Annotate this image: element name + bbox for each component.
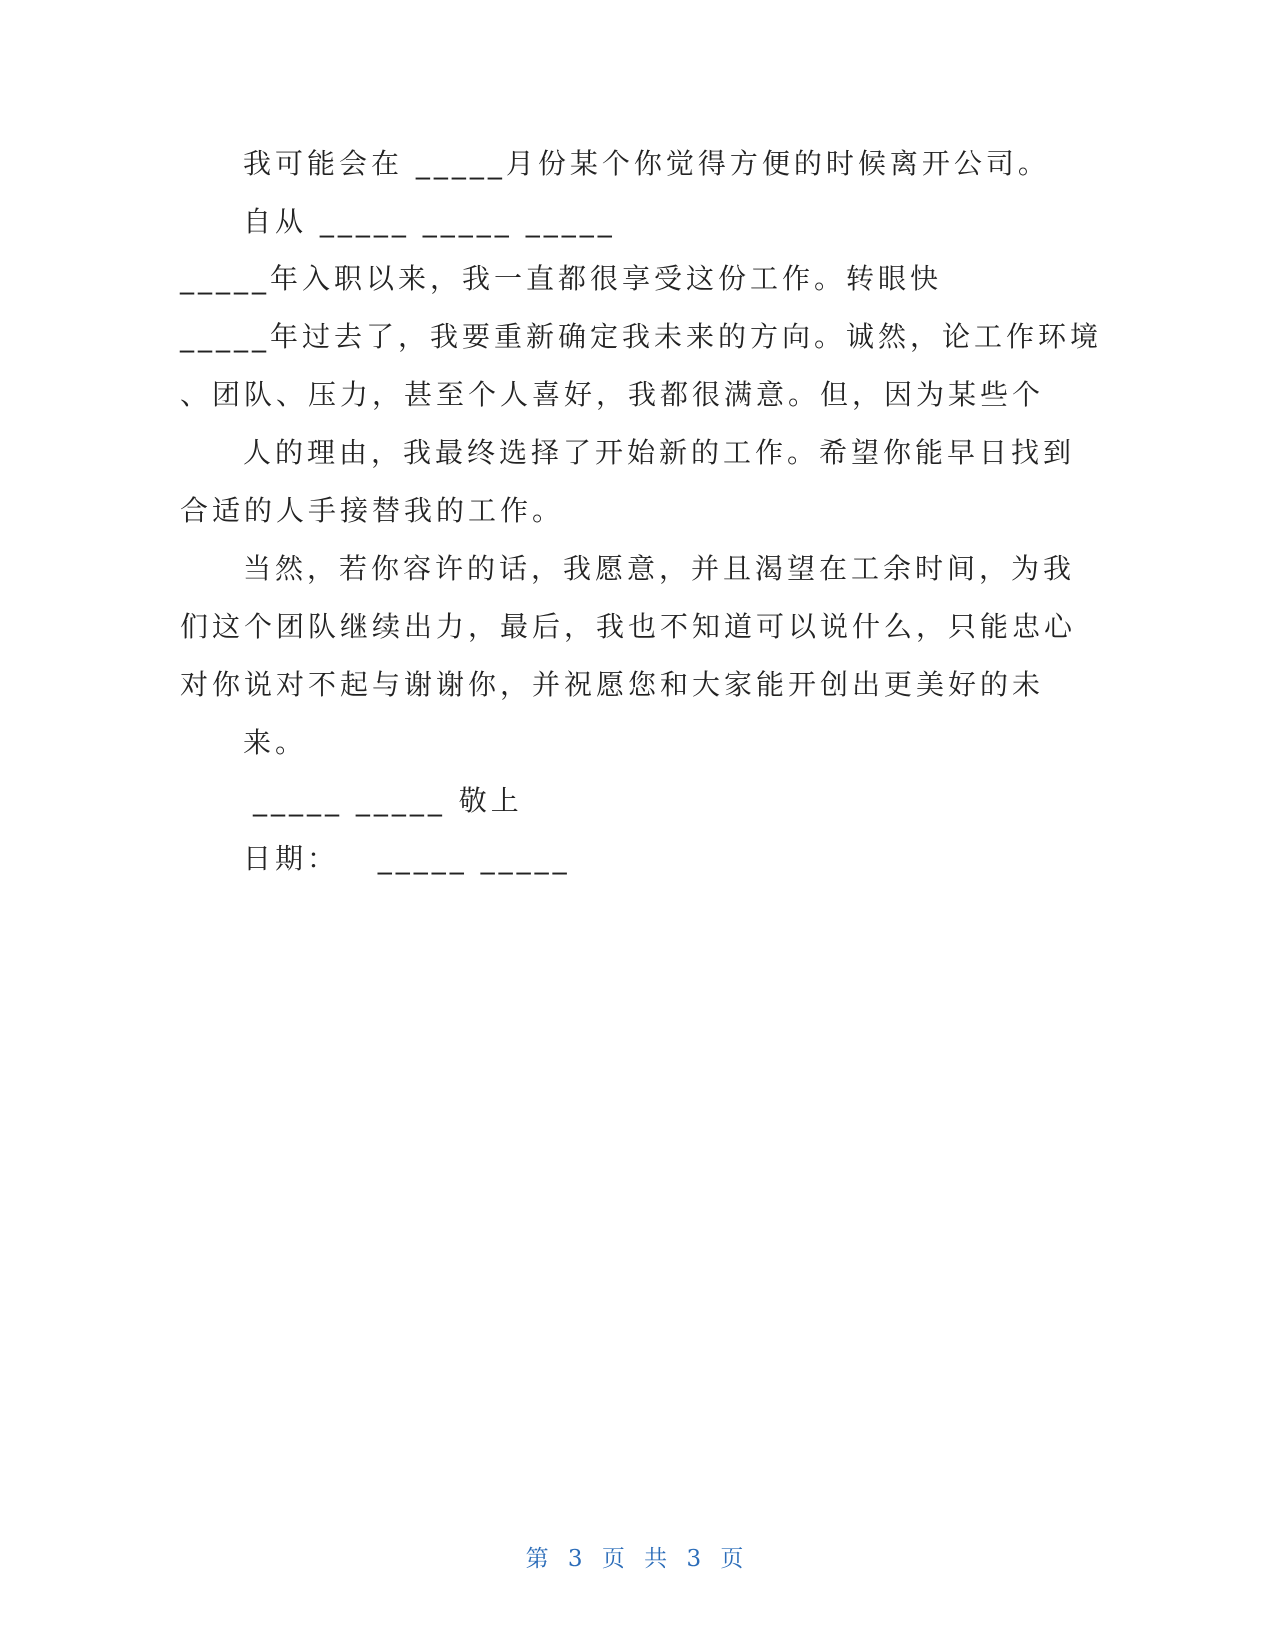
page-number-footer: 第 3 页 共 3 页: [525, 1546, 750, 1572]
body-line-4: _____年过去了，我要重新确定我未来的方向。诚然，论工作环境: [180, 320, 1103, 353]
body-line-2: 自从 _____ _____ _____: [243, 205, 616, 238]
body-line-1: 我可能会在 _____月份某个你觉得方便的时候离开公司。: [243, 147, 1050, 180]
body-line-8: 当然，若你容许的话，我愿意，并且渴望在工余时间，为我: [243, 552, 1076, 585]
body-line-9: 们这个团队继续出力，最后，我也不知道可以说什么，只能忠心: [180, 610, 1077, 643]
body-line-3: _____年入职以来，我一直都很享受这份工作。转眼快: [180, 262, 943, 295]
body-line-5: 、团队、压力，甚至个人喜好，我都很满意。但，因为某些个: [180, 378, 1045, 411]
body-line-7: 合适的人手接替我的工作。: [180, 494, 565, 527]
body-line-10: 对你说对不起与谢谢你，并祝愿您和大家能开创出更美好的未: [180, 668, 1045, 701]
signature-line: _____ _____ 敬上: [253, 784, 523, 817]
body-line-11: 来。: [243, 726, 308, 759]
body-line-6: 人的理由，我最终选择了开始新的工作。希望你能早日找到: [243, 436, 1076, 469]
date-line: 日期： _____ _____: [243, 842, 571, 875]
